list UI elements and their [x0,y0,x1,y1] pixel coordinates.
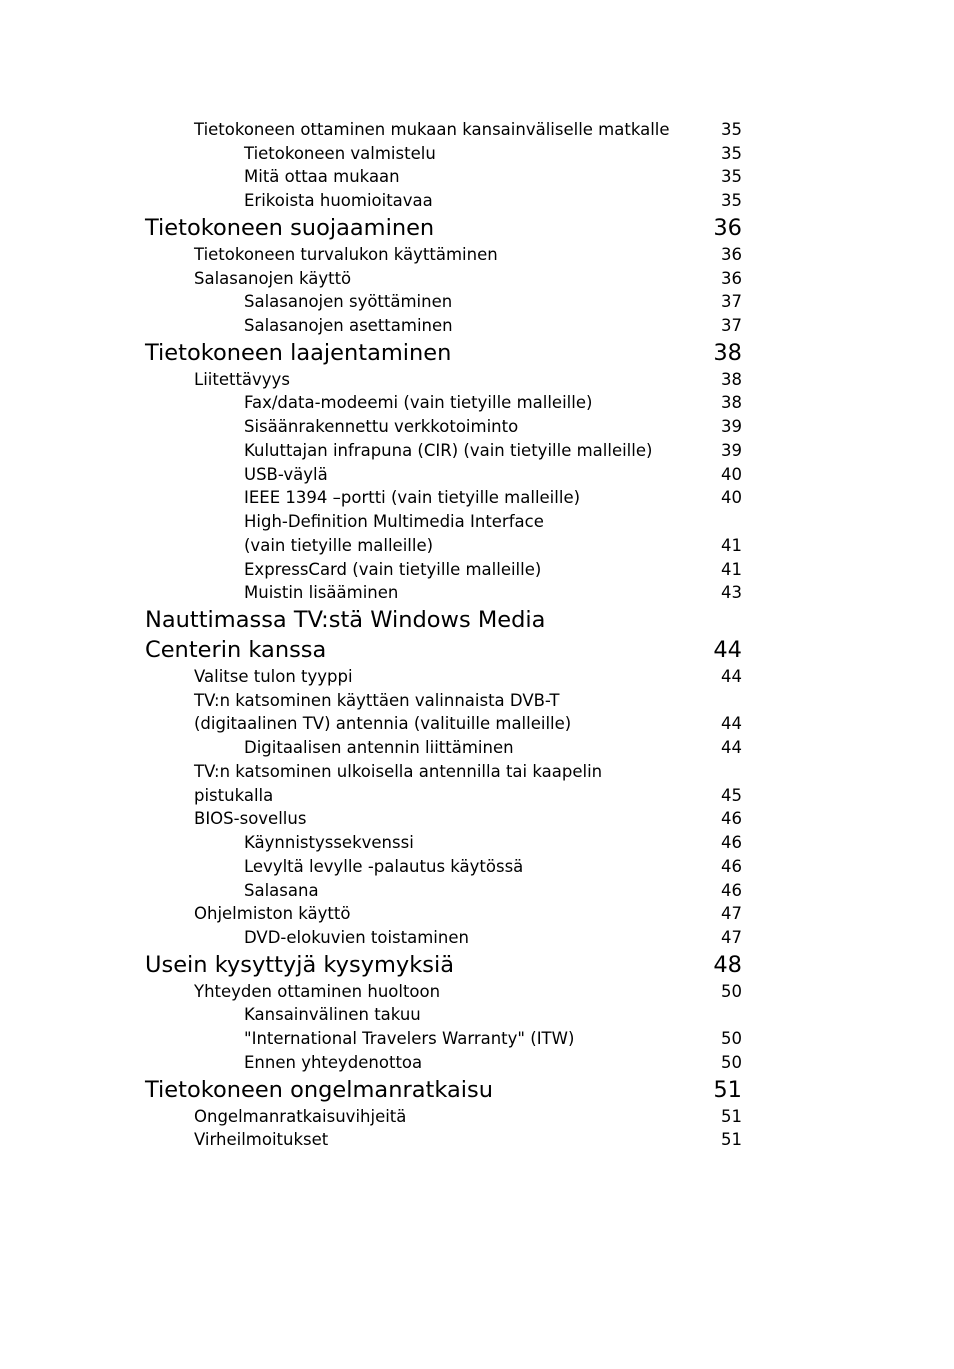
toc-entry [244,165,742,189]
toc-entry-title: Salasanojen syöttäminen [244,292,453,311]
toc-entry [194,784,742,808]
toc-entry [194,760,742,784]
toc-entry-title: Ongelmanratkaisuvihjeitä [194,1107,407,1126]
toc-entry-title: Tietokoneen ottaminen mukaan kansainväliselle matkalle [194,120,670,139]
toc-entry-title: Tietokoneen ongelmanratkaisu [145,1077,493,1103]
toc-entry-title: Ennen yhteydenottoa [244,1053,423,1072]
toc-entry [244,391,742,415]
toc-entry-page: 38 [721,370,742,389]
toc-entry-page: 41 [721,536,742,555]
toc-entry [244,463,742,487]
toc-entry-title: Centerin kanssa [145,637,327,663]
toc-entry-title: Salasanojen käyttö [194,269,352,288]
toc-entry [244,879,742,903]
toc-entry [194,689,742,713]
toc-entry-title: Ohjelmiston käyttö [194,904,351,923]
toc-entry-page: 35 [721,120,742,139]
toc-entry-title: Usein kysyttyjä kysymyksiä [145,952,455,978]
toc-entry-page: 40 [721,488,742,507]
toc-entry-title: Tietokoneen valmistelu [244,144,436,163]
toc-entry-page: 37 [721,316,742,335]
toc-entry-title: (digitaalinen TV) antennia (valituille malleille) [194,714,572,733]
toc-entry-title: Nauttimassa TV:stä Windows Media [145,607,546,633]
toc-entry-page: 48 [713,952,742,978]
toc-entry [244,581,742,605]
toc-entry-page: 36 [713,215,742,241]
toc-entry-page: 46 [721,833,742,852]
toc-entry-title: ExpressCard (vain tietyille malleille) [244,560,542,579]
toc-entry-title: USB-väylä [244,465,328,484]
toc-entry-title: Tietokoneen laajentaminen [145,340,452,366]
toc-entry-title: pistukalla [194,786,274,805]
toc-entry-title: Kuluttajan infrapuna (CIR) (vain tietyille malleille) [244,441,653,460]
toc-chapter-entry [145,634,742,666]
toc-chapter-entry [145,337,742,369]
toc-entry-title: Käynnistyssekvenssi [244,833,414,852]
toc-entry [194,807,742,831]
toc-entry-title: "International Travelers Warranty" (ITW) [244,1029,575,1048]
toc-entry-title: BIOS-sovellus [194,809,307,828]
toc-entry-title: Fax/data-modeemi (vain tietyille malleille) [244,393,593,412]
toc-entry-title: TV:n katsominen ulkoisella antennilla tai kaapelin [194,762,603,781]
toc-entry-title: Digitaalisen antennin liittäminen [244,738,514,757]
toc-entry [244,415,742,439]
toc-entry-page: 51 [713,1077,742,1103]
toc-entry-title: Tietokoneen turvalukon käyttäminen [194,245,498,264]
toc-entry-title: Tietokoneen suojaaminen [145,215,435,241]
toc-entry-page: 44 [721,667,742,686]
toc-entry [244,855,742,879]
toc-entry-page: 35 [721,144,742,163]
toc-entry [244,534,742,558]
toc-entry-page: 50 [721,982,742,1001]
toc-entry [244,314,742,338]
toc-entry-title: Muistin lisääminen [244,583,399,602]
toc-entry-page: 43 [721,583,742,602]
toc-entry [194,665,742,689]
toc-entry-page: 38 [721,393,742,412]
toc-entry-title: Mitä ottaa mukaan [244,167,400,186]
toc-entry-page: 39 [721,417,742,436]
toc-entry [194,368,742,392]
toc-entry-page: 50 [721,1029,742,1048]
toc-entry [194,1105,742,1129]
toc-entry [244,926,742,950]
toc-entry-page: 35 [721,191,742,210]
toc-entry [244,439,742,463]
toc-entry [244,558,742,582]
toc-entry-page: 41 [721,560,742,579]
toc-entry-title: Yhteyden ottaminen huoltoon [194,982,441,1001]
toc-entry-title: Salasanojen asettaminen [244,316,453,335]
toc-entry-title: Valitse tulon tyyppi [194,667,353,686]
toc-entry-page: 37 [721,292,742,311]
toc-entry-page: 51 [721,1130,742,1149]
toc-entry-page: 36 [721,245,742,264]
toc-entry-page: 44 [721,714,742,733]
toc-chapter-entry [145,949,742,981]
toc-entry-page: 36 [721,269,742,288]
toc-entry-title: (vain tietyille malleille) [244,536,434,555]
toc-entry [244,142,742,166]
toc-chapter-entry [145,1074,742,1106]
toc-entry [244,486,742,510]
toc-entry-page: 45 [721,786,742,805]
toc-entry [244,736,742,760]
toc-entry-page: 46 [721,809,742,828]
toc-entry [194,902,742,926]
toc-chapter-entry [145,604,742,636]
toc-entry-title: DVD-elokuvien toistaminen [244,928,469,947]
toc-entry [244,510,742,534]
toc-entry-title: Salasana [244,881,319,900]
toc-chapter-entry [145,212,742,244]
toc-entry [244,1003,742,1027]
toc-entry-page: 46 [721,881,742,900]
toc-entry [244,290,742,314]
toc-entry [194,1128,742,1152]
toc-entry-title: Virheilmoitukset [194,1130,329,1149]
toc-entry-page: 35 [721,167,742,186]
toc-entry [244,1051,742,1075]
toc-entry-page: 46 [721,857,742,876]
toc-entry [194,712,742,736]
toc-entry-page: 39 [721,441,742,460]
toc-entry [194,118,742,142]
toc-entry-page: 50 [721,1053,742,1072]
toc-entry [194,243,742,267]
toc-entry [194,980,742,1004]
toc-entry-title: High-Definition Multimedia Interface [244,512,544,531]
toc-entry-page: 47 [721,904,742,923]
toc-entry-title: IEEE 1394 –portti (vain tietyille malleille) [244,488,581,507]
toc-entry-title: Liitettävyys [194,370,290,389]
toc-entry [244,1027,742,1051]
toc-entry-page: 47 [721,928,742,947]
toc-entry-page: 38 [713,340,742,366]
toc-entry-page: 44 [713,637,742,663]
toc-entry-page: 44 [721,738,742,757]
toc-entry-page: 40 [721,465,742,484]
toc-entry-title: Erikoista huomioitavaa [244,191,433,210]
toc-entry [194,267,742,291]
toc-entry-title: Levyltä levylle -palautus käytössä [244,857,524,876]
toc-entry-title: Kansainvälinen takuu [244,1005,421,1024]
toc-entry-title: Sisäänrakennettu verkkotoiminto [244,417,519,436]
toc-entry-title: TV:n katsominen käyttäen valinnaista DVB-T [194,691,560,710]
toc-entry [244,831,742,855]
toc-entry [244,189,742,213]
toc-entry-page: 51 [721,1107,742,1126]
